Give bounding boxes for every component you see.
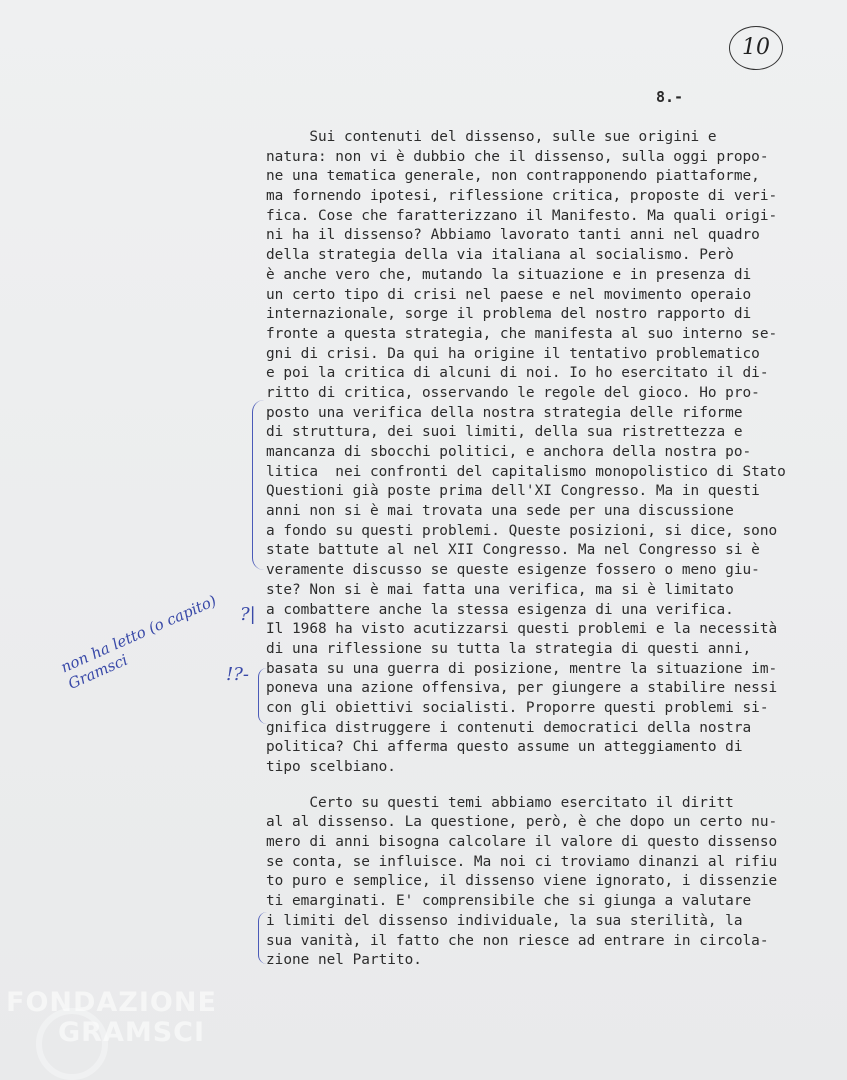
exclamation-question-annotation: !?- [226,664,249,685]
archive-page-number: 10 [729,26,783,70]
text-line: litica nei confronti del capitalismo monopolistico di Stato [266,463,786,480]
text-line: basata su una guerra di posizione, mentre la situazione im- [266,660,778,677]
paragraph-1 [266,128,846,778]
text-line: ni ha il dissenso? Abbiamo lavorato tanti anni nel quadro [266,227,760,244]
text-line: Il 1968 ha visto acutizzarsi questi problemi e la necessità [266,621,778,638]
text-line: se conta, se influisce. Ma noi ci troviamo dinanzi al rifiu [266,853,778,870]
text-line: di struttura, dei suoi limiti, della sua ristrettezza e [266,424,743,441]
margin-bracket [252,400,265,570]
text-line: ste? Non si è mai fatta una verifica, ma si è limitato [266,581,734,598]
text-line: ti emarginati. E' comprensibile che si giunga a valutare [266,893,752,910]
paragraph-2 [266,794,846,971]
watermark-line-2: GRAMSCI [58,1017,206,1048]
text-line: sua vanità, il fatto che non riesce ad entrare in circola- [266,932,769,949]
text-line: politica? Chi afferma questo assume un atteggiamento di [266,739,743,756]
text-line: della strategia della via italiana al socialismo. Però [266,247,734,264]
text-line: con gli obiettivi socialisti. Proporre questi problemi si- [266,699,769,716]
text-line: ma fornendo ipotesi, riflessione critica, proposte di veri- [266,188,778,205]
text-line: anni non si è mai trovata una sede per una discussione [266,503,734,520]
text-line: i limiti del dissenso individuale, la sua sterilità, la [266,912,743,929]
text-line: gni di crisi. Da qui ha origine il tentativo problematico [266,345,760,362]
watermark-logo [6,988,217,1048]
text-line: Questioni già poste prima dell'XI Congresso. Ma in questi [266,483,760,500]
margin-bracket [258,912,267,964]
text-line: zione nel Partito. [266,952,422,969]
text-line: a fondo su questi problemi. Queste posizioni, si dice, sono [266,522,778,539]
text-line: natura: non vi è dubbio che il dissenso, sulla oggi propo- [266,148,769,165]
text-line: a combattere anche la stessa esigenza di una verifica. [266,601,734,618]
text-line: Sui contenuti del dissenso, sulle sue origini e [266,129,717,145]
text-line: mancanza di sbocchi politici, e anchora della nostra po- [266,444,752,460]
text-line: state battute al nel XII Congresso. Ma nel Congresso si è [266,542,760,559]
margin-bracket [258,668,267,724]
text-line: è anche vero che, mutando la situazione e in presenza di [266,266,752,283]
text-line: poneva una azione offensiva, per giungere a stabilire nessi [266,680,778,697]
text-line: tipo scelbiano. [266,759,396,775]
watermark-g-icon [36,1008,108,1080]
text-line: gnifica distruggere i contenuti democratici della nostra [266,719,752,736]
text-line: posto una verifica della nostra strategia delle riforme [266,404,743,421]
text-line: fronte a questa strategia, che manifesta al suo interno se- [266,325,778,342]
text-line: mero di anni bisogna calcolare il valore di questo dissenso [266,834,778,851]
text-line: al al dissenso. La questione, però, è che dopo un certo nu- [266,814,778,831]
text-line: to puro e semplice, il dissenso viene ignorato, i dissenzie [266,873,778,890]
text-line: internazionale, sorge il problema del nostro rapporto di [266,306,752,323]
text-line: di una riflessione su tutta la strategia di questi anni, [266,640,752,657]
text-line: e poi la critica di alcuni di noi. Io ho esercitato il di- [266,365,769,382]
text-line: veramente discusso se queste esigenze fossero o meno giu- [266,562,760,579]
text-line: ne una tematica generale, non contrapponendo piattaforme, [266,168,760,185]
typed-text [266,128,846,971]
question-mark-annotation: ?| [240,604,256,625]
handwritten-margin-note: non ha letto (o capito) Gramsci [58,591,220,693]
watermark-line-1: FONDAZIONE [6,987,217,1018]
typed-page-number: 8.- [656,88,684,106]
text-line: Certo su questi temi abbiamo esercitato il diritt [266,794,734,811]
text-line: un certo tipo di crisi nel paese e nel movimento operaio [266,286,752,303]
text-line: fica. Cose che faratterizzano il Manifesto. Ma quali origi- [266,207,778,224]
text-line: ritto di critica, osservando le regole del gioco. Ho pro- [266,384,760,401]
